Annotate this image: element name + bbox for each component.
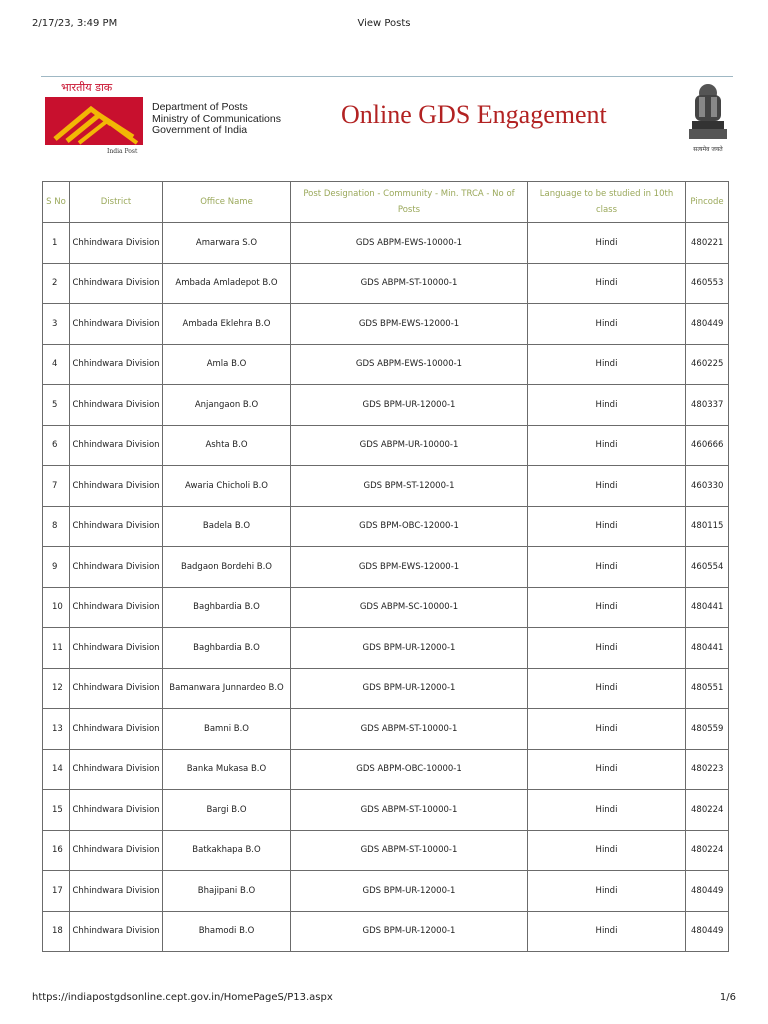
table-row (43, 830, 729, 871)
cell-pincode: 480221 (686, 223, 729, 264)
cell-language: Hindi (528, 911, 686, 952)
cell-office-name: Banka Mukasa B.O (163, 749, 291, 790)
cell-pincode: 460666 (686, 425, 729, 466)
cell-post-designation: GDS BPM-UR-12000-1 (291, 871, 528, 912)
cell-post-designation: GDS ABPM-ST-10000-1 (291, 790, 528, 831)
header-office-name: Office Name (163, 182, 291, 223)
cell-office-name: Bargi B.O (163, 790, 291, 831)
cell-sno: 4 (43, 344, 70, 385)
cell-post-designation: GDS BPM-UR-12000-1 (291, 911, 528, 952)
header-sno: S No (43, 182, 70, 223)
cell-pincode: 480449 (686, 871, 729, 912)
cell-language: Hindi (528, 871, 686, 912)
cell-language: Hindi (528, 709, 686, 750)
cell-district: Chhindwara Division (70, 628, 163, 669)
cell-language: Hindi (528, 223, 686, 264)
table-row (43, 668, 729, 709)
cell-district: Chhindwara Division (70, 263, 163, 304)
cell-language: Hindi (528, 790, 686, 831)
cell-district: Chhindwara Division (70, 587, 163, 628)
cell-office-name: Ashta B.O (163, 425, 291, 466)
cell-sno: 7 (43, 466, 70, 507)
cell-district: Chhindwara Division (70, 911, 163, 952)
cell-language: Hindi (528, 466, 686, 507)
cell-district: Chhindwara Division (70, 830, 163, 871)
cell-office-name: Bhamodi B.O (163, 911, 291, 952)
cell-language: Hindi (528, 668, 686, 709)
table-row (43, 304, 729, 345)
cell-district: Chhindwara Division (70, 506, 163, 547)
cell-sno: 8 (43, 506, 70, 547)
cell-pincode: 460225 (686, 344, 729, 385)
table-header-row (43, 182, 729, 223)
cell-sno: 18 (43, 911, 70, 952)
cell-post-designation: GDS ABPM-EWS-10000-1 (291, 344, 528, 385)
cell-office-name: Badgaon Bordehi B.O (163, 547, 291, 588)
cell-district: Chhindwara Division (70, 425, 163, 466)
national-emblem-icon (683, 79, 733, 155)
table-row (43, 506, 729, 547)
cell-sno: 2 (43, 263, 70, 304)
table-row (43, 223, 729, 264)
cell-post-designation: GDS ABPM-OBC-10000-1 (291, 749, 528, 790)
cell-pincode: 460330 (686, 466, 729, 507)
department-line: Ministry of Communications (152, 112, 281, 125)
cell-post-designation: GDS ABPM-SC-10000-1 (291, 587, 528, 628)
cell-pincode: 460554 (686, 547, 729, 588)
print-footer (32, 992, 736, 1006)
cell-sno: 15 (43, 790, 70, 831)
cell-post-designation: GDS ABPM-ST-10000-1 (291, 830, 528, 871)
cell-office-name: Bamni B.O (163, 709, 291, 750)
cell-district: Chhindwara Division (70, 668, 163, 709)
cell-pincode: 480441 (686, 587, 729, 628)
cell-pincode: 480223 (686, 749, 729, 790)
cell-post-designation: GDS BPM-EWS-12000-1 (291, 547, 528, 588)
table-body (43, 223, 729, 952)
cell-post-designation: GDS ABPM-ST-10000-1 (291, 263, 528, 304)
cell-pincode: 480559 (686, 709, 729, 750)
cell-office-name: Badela B.O (163, 506, 291, 547)
emblem-caption: सत्यमेव जयते (693, 146, 723, 153)
cell-office-name: Ambada Eklehra B.O (163, 304, 291, 345)
cell-pincode: 480449 (686, 304, 729, 345)
header-district: District (70, 182, 163, 223)
cell-language: Hindi (528, 425, 686, 466)
cell-office-name: Ambada Amladepot B.O (163, 263, 291, 304)
cell-pincode: 480337 (686, 385, 729, 426)
print-page-title: View Posts (357, 18, 411, 29)
page-url: https://indiapostgdsonline.cept.gov.in/HomePageS/P13.aspx (32, 992, 333, 1003)
cell-language: Hindi (528, 385, 686, 426)
table-row (43, 466, 729, 507)
cell-post-designation: GDS BPM-OBC-12000-1 (291, 506, 528, 547)
cell-language: Hindi (528, 547, 686, 588)
cell-office-name: Bamanwara Junnardeo B.O (163, 668, 291, 709)
department-line: Department of Posts (152, 101, 248, 113)
cell-district: Chhindwara Division (70, 344, 163, 385)
cell-office-name: Amarwara S.O (163, 223, 291, 264)
cell-sno: 12 (43, 668, 70, 709)
cell-post-designation: GDS BPM-ST-12000-1 (291, 466, 528, 507)
cell-sno: 6 (43, 425, 70, 466)
cell-pincode: 480115 (686, 506, 729, 547)
cell-language: Hindi (528, 304, 686, 345)
cell-pincode: 480224 (686, 790, 729, 831)
logo-hindi-text: भारतीय डाक (61, 81, 113, 94)
table-row (43, 911, 729, 952)
cell-post-designation: GDS BPM-UR-12000-1 (291, 668, 528, 709)
cell-district: Chhindwara Division (70, 709, 163, 750)
table-row (43, 628, 729, 669)
cell-post-designation: GDS BPM-EWS-12000-1 (291, 304, 528, 345)
cell-sno: 14 (43, 749, 70, 790)
cell-office-name: Amla B.O (163, 344, 291, 385)
cell-language: Hindi (528, 628, 686, 669)
cell-sno: 5 (43, 385, 70, 426)
cell-office-name: Awaria Chicholi B.O (163, 466, 291, 507)
header-banner (41, 76, 733, 157)
cell-district: Chhindwara Division (70, 385, 163, 426)
department-line: Government of India (152, 124, 248, 136)
cell-post-designation: GDS BPM-UR-12000-1 (291, 628, 528, 669)
table-row (43, 587, 729, 628)
cell-post-designation: GDS ABPM-UR-10000-1 (291, 425, 528, 466)
cell-sno: 3 (43, 304, 70, 345)
logo-caption: India Post (107, 148, 138, 155)
cell-sno: 1 (43, 223, 70, 264)
cell-office-name: Baghbardia B.O (163, 587, 291, 628)
table-row (43, 790, 729, 831)
table-row (43, 425, 729, 466)
cell-pincode: 480551 (686, 668, 729, 709)
cell-pincode: 480449 (686, 911, 729, 952)
cell-language: Hindi (528, 506, 686, 547)
india-post-logo (41, 79, 147, 155)
portal-title: Online GDS Engagement (341, 100, 607, 129)
print-datetime: 2/17/23, 3:49 PM (32, 18, 118, 29)
table-row (43, 871, 729, 912)
cell-language: Hindi (528, 344, 686, 385)
cell-district: Chhindwara Division (70, 871, 163, 912)
cell-sno: 11 (43, 628, 70, 669)
cell-language: Hindi (528, 263, 686, 304)
table-row (43, 547, 729, 588)
cell-post-designation: GDS ABPM-EWS-10000-1 (291, 223, 528, 264)
cell-sno: 9 (43, 547, 70, 588)
cell-district: Chhindwara Division (70, 304, 163, 345)
cell-district: Chhindwara Division (70, 749, 163, 790)
cell-office-name: Baghbardia B.O (163, 628, 291, 669)
cell-language: Hindi (528, 749, 686, 790)
cell-language: Hindi (528, 830, 686, 871)
cell-sno: 16 (43, 830, 70, 871)
cell-district: Chhindwara Division (70, 466, 163, 507)
cell-district: Chhindwara Division (70, 547, 163, 588)
cell-pincode: 480441 (686, 628, 729, 669)
cell-pincode: 480224 (686, 830, 729, 871)
print-header (32, 18, 736, 32)
table-row (43, 344, 729, 385)
cell-sno: 17 (43, 871, 70, 912)
cell-district: Chhindwara Division (70, 223, 163, 264)
cell-sno: 10 (43, 587, 70, 628)
page-number: 1/6 (719, 992, 736, 1003)
cell-office-name: Bhajipani B.O (163, 871, 291, 912)
cell-post-designation: GDS ABPM-ST-10000-1 (291, 709, 528, 750)
cell-post-designation: GDS BPM-UR-12000-1 (291, 385, 528, 426)
table-row (43, 749, 729, 790)
header-pincode: Pincode (686, 182, 729, 223)
cell-sno: 13 (43, 709, 70, 750)
header-language: Language to be studied in 10th class (528, 182, 686, 223)
header-post-designation: Post Designation - Community - Min. TRCA - No of Posts (291, 182, 528, 223)
table-row (43, 263, 729, 304)
cell-office-name: Anjangaon B.O (163, 385, 291, 426)
table-row (43, 709, 729, 750)
table-row (43, 385, 729, 426)
cell-language: Hindi (528, 587, 686, 628)
cell-pincode: 460553 (686, 263, 729, 304)
department-block (152, 102, 281, 137)
cell-district: Chhindwara Division (70, 790, 163, 831)
posts-table (42, 181, 729, 952)
cell-office-name: Batkakhapa B.O (163, 830, 291, 871)
